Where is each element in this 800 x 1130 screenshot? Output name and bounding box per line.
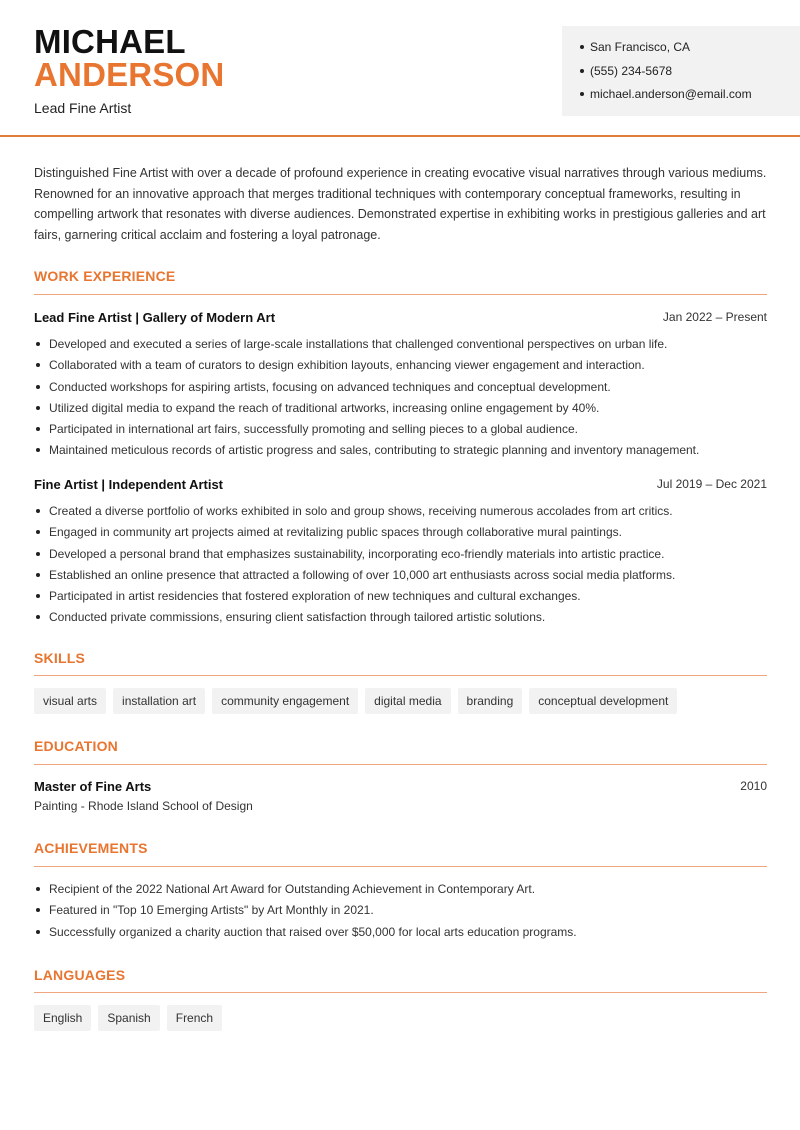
bullet-icon	[36, 594, 40, 598]
section-divider	[34, 992, 767, 993]
education-degree: Master of Fine Arts	[34, 779, 152, 794]
list-item: Engaged in community art projects aimed at revitalizing public spaces through collaborative mural paintings.	[34, 523, 774, 544]
section-divider	[34, 675, 767, 676]
list-item: Developed a personal brand that emphasizes sustainability, incorporating eco-friendly materials into artistic practice.	[34, 545, 774, 566]
bullet-icon	[36, 427, 40, 431]
bullet-icon	[580, 69, 584, 73]
education-year: 2010	[740, 779, 767, 793]
section-title-work: WORK EXPERIENCE	[34, 268, 176, 284]
first-name: MICHAEL	[34, 23, 186, 60]
list-item: Participated in artist residencies that fostered exploration of new techniques and cultural exchanges.	[34, 587, 774, 608]
achievements-list	[34, 880, 774, 944]
section-title-languages: LANGUAGES	[34, 967, 126, 983]
bullet-icon	[36, 448, 40, 452]
bullet-icon	[36, 342, 40, 346]
skill-tag: branding	[458, 688, 523, 714]
list-item: Participated in international art fairs, successfully promoting and selling pieces to a global audience.	[34, 420, 774, 441]
language-tag: Spanish	[98, 1005, 159, 1031]
bullet-icon	[36, 530, 40, 534]
resume-header	[0, 0, 800, 137]
education-school: Painting - Rhode Island School of Design	[34, 799, 253, 813]
contact-location: San Francisco, CA	[580, 38, 800, 62]
list-item: Conducted workshops for aspiring artists, focusing on advanced techniques and conceptual development.	[34, 378, 774, 399]
skill-tag: conceptual development	[529, 688, 677, 714]
section-divider	[34, 294, 767, 295]
skill-tag: visual arts	[34, 688, 106, 714]
bullet-icon	[36, 509, 40, 513]
section-divider	[34, 866, 767, 867]
job-title: Fine Artist | Independent Artist	[34, 477, 224, 492]
last-name: ANDERSON	[34, 56, 225, 93]
contact-box	[562, 26, 800, 116]
job-dates: Jan 2022 – Present	[662, 310, 767, 324]
job-title: Lead Fine Artist | Gallery of Modern Art	[34, 310, 276, 325]
job-bullets	[34, 502, 774, 630]
language-tag: English	[34, 1005, 91, 1031]
list-item: Recipient of the 2022 National Art Award for Outstanding Achievement in Contemporary Art.	[34, 880, 774, 901]
bullet-icon	[36, 908, 40, 912]
list-item: Maintained meticulous records of artistic progress and sales, contributing to strategic planning and inventory management.	[34, 441, 774, 462]
skills-list	[34, 688, 677, 714]
bullet-icon	[36, 615, 40, 619]
list-item: Successfully organized a charity auction that raised over $50,000 for local arts education programs.	[34, 923, 774, 944]
list-item: Conducted private commissions, ensuring client satisfaction through tailored artistic solutions.	[34, 608, 774, 629]
skill-tag: community engagement	[212, 688, 358, 714]
skill-tag: digital media	[365, 688, 450, 714]
list-item: Utilized digital media to expand the reach of traditional artworks, increasing online engagement by 40%.	[34, 399, 774, 420]
section-divider	[34, 764, 767, 765]
bullet-icon	[36, 552, 40, 556]
job-dates: Jul 2019 – Dec 2021	[656, 477, 767, 491]
section-title-education: EDUCATION	[34, 738, 118, 754]
bullet-icon	[36, 363, 40, 367]
section-title-achievements: ACHIEVEMENTS	[34, 840, 148, 856]
bullet-icon	[580, 92, 584, 96]
summary: Distinguished Fine Artist with over a decade of profound experience in creating evocative visual narratives through various mediums. Renowned for an innovative approach that merges traditional techniques with contemporary conceptual frameworks, resulting in compelling artwork that resonates with diverse audiences. Demonstrated expertise in exhibiting works in prestigious galleries and art fairs, garnering critical acclaim and fostering a loyal patronage.	[34, 166, 767, 243]
list-item: Collaborated with a team of curators to design exhibition layouts, enhancing viewer engagement and interaction.	[34, 356, 774, 377]
bullet-icon	[36, 573, 40, 577]
list-item: Established an online presence that attracted a following of over 10,000 art enthusiasts across social media platforms.	[34, 566, 774, 587]
contact-email[interactable]: michael.anderson@email.com	[580, 85, 800, 109]
language-tag: French	[167, 1005, 222, 1031]
list-item: Developed and executed a series of large-scale installations that challenged conventional perspectives on urban life.	[34, 335, 774, 356]
job-bullets	[34, 335, 774, 463]
bullet-icon	[36, 385, 40, 389]
bullet-icon	[36, 887, 40, 891]
section-title-skills: SKILLS	[34, 650, 85, 666]
job-role: Lead Fine Artist	[34, 100, 132, 116]
bullet-icon	[36, 930, 40, 934]
list-item: Created a diverse portfolio of works exhibited in solo and group shows, receiving numerous accolades from art critics.	[34, 502, 774, 523]
languages-list	[34, 1005, 222, 1031]
contact-phone: (555) 234-5678	[580, 62, 800, 86]
skill-tag: installation art	[113, 688, 205, 714]
list-item: Featured in "Top 10 Emerging Artists" by Art Monthly in 2021.	[34, 901, 774, 922]
bullet-icon	[580, 45, 584, 49]
bullet-icon	[36, 406, 40, 410]
